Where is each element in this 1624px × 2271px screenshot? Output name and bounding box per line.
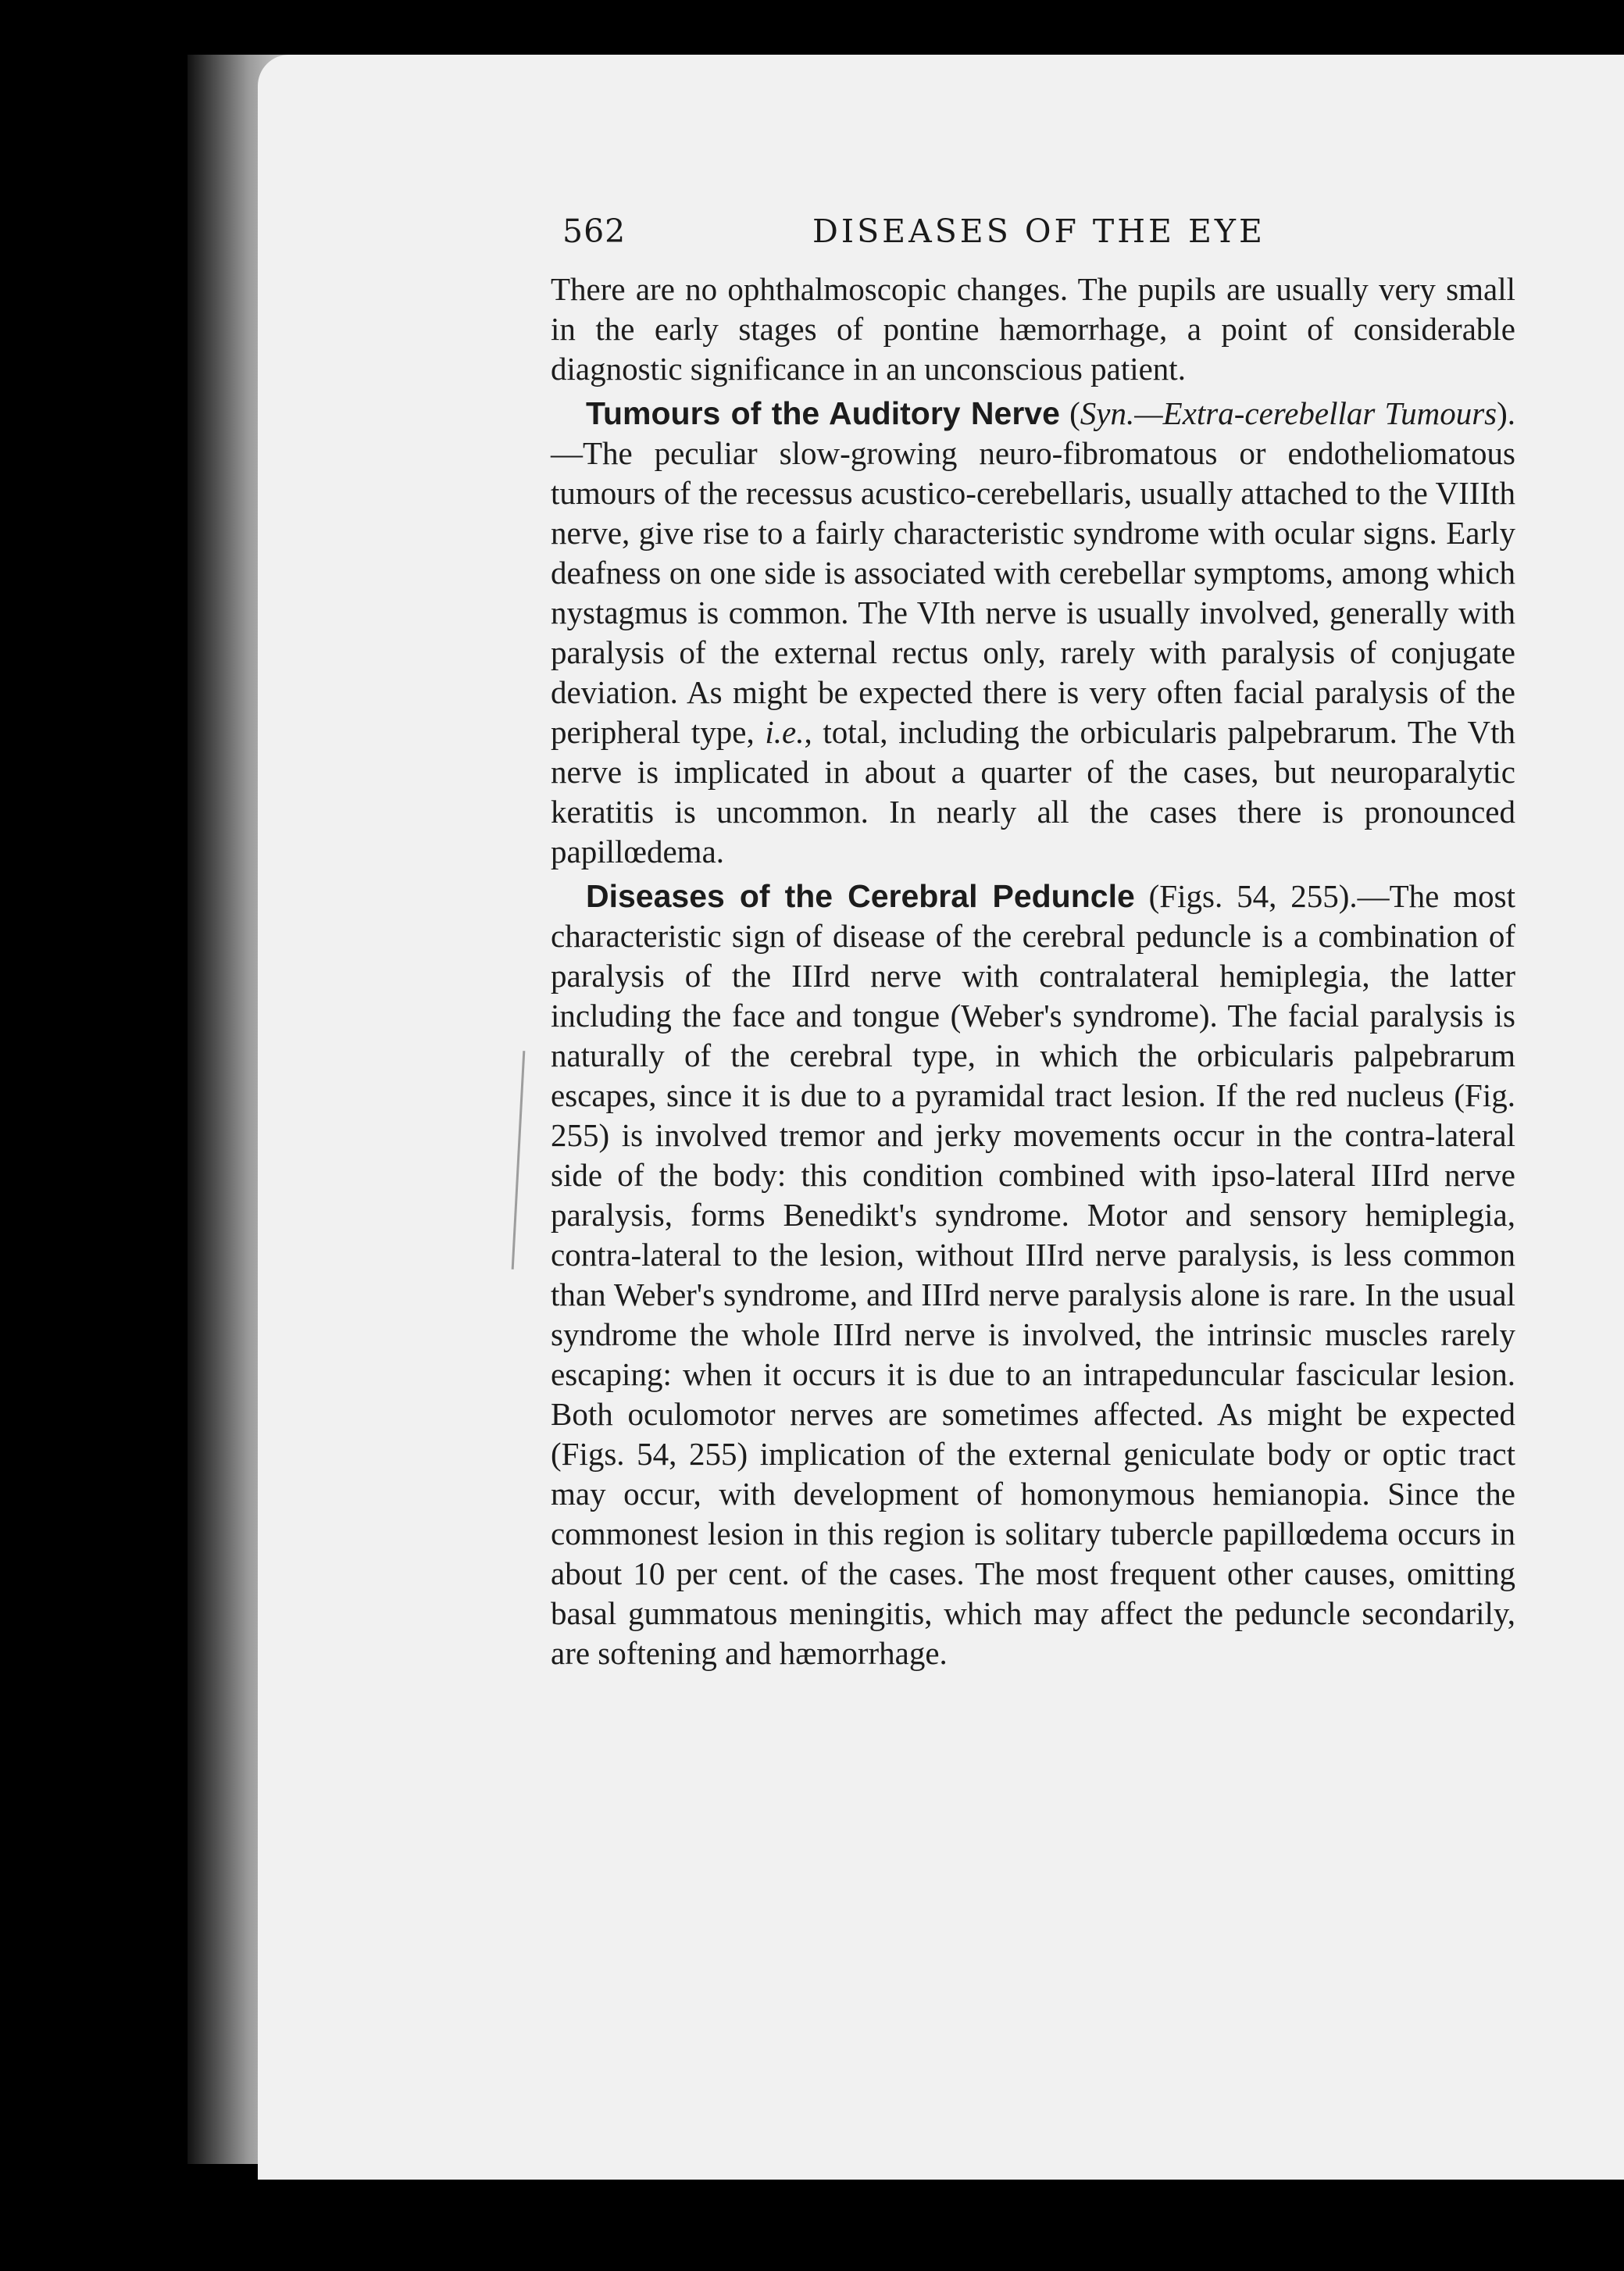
body-text [551, 270, 1515, 1678]
paragraph-cerebral-peduncle [551, 877, 1515, 1673]
page-number: 562 [562, 212, 626, 250]
section-heading-cerebral-peduncle: Diseases of the Cerebral Peduncle [586, 878, 1135, 914]
paragraph-text: ( [1059, 395, 1080, 431]
paragraph-text: ).—The peculiar slow-growing neuro-fibromatous or endotheliomatous tumours of the recessus acustico-cerebellaris, usually attached to the VIIIth nerve, give rise to a fairly characteristic syndrome with ocular signs. Early deafness on one side is associated with cerebellar symptoms, among which nystagmus is common. The VIth nerve is usually involved, generally with paralysis of the external rectus only, rarely with paralysis of conjugate deviation. As might be expected there is very often facial paralysis of the peripheral type, [551, 395, 1516, 750]
paragraph-text: (Figs. 54, 255).—The most characteristic sign of disease of the cerebral peduncle is a combination of paralysis of the IIIrd nerve with contralateral hemiplegia, the latter including the face and tongue (Weber's syndrome). The facial paralysis is naturally of the cerebral type, in which the orbicularis palpebrarum escapes, since it is due to a pyramidal tract lesion. If the red nucleus (Fig. 255) is involved tremor and jerky movements occur in the contra-lateral side of the body: this condition combined with ipso-lateral IIIrd nerve paralysis, forms Benedikt's syndrome. Motor and sensory hemiplegia, contra-lateral to the lesion, without IIIrd nerve paralysis, is less common than Weber's syndrome, and IIIrd nerve paralysis alone is rare. In the usual syndrome the whole IIIrd nerve is involved, the intrinsic muscles rarely escaping: when it occurs it is due to an intrapeduncular fascicular lesion. Both oculomotor nerves are sometimes affected. As might be expected (Figs. 54, 255) implication of the external geniculate body or optic tract may occur, with development of homonymous hemianopia. Since the commonest lesion in this region is solitary tubercle papillœdema occurs in about 10 per cent. of the cases. The most frequent other causes, omitting basal gummatous meningitis, which may affect the peduncle secondarily, are softening and hæmorrhage. [551, 878, 1515, 1671]
synonym-italic: Syn.—Extra-cerebellar Tumours [1080, 395, 1497, 431]
ie-italic: i.e. [765, 714, 805, 750]
paragraph-pontine-haemorrhage [551, 270, 1515, 389]
running-head: DISEASES OF THE EYE [812, 212, 1265, 250]
paragraph-text: There are no ophthalmoscopic changes. The pupils are usually very small in the early stages of pontine hæmorrhage, a point of considerable diagnostic significance in an unconscious patient. [551, 271, 1515, 387]
paragraph-text: , total, including the orbicularis palpebrarum. The Vth nerve is implicated in about a quarter of the cases, but neuroparalytic keratitis is uncommon. In nearly all the cases there is pronounced papillœdema. [551, 714, 1515, 869]
paragraph-auditory-nerve [551, 394, 1515, 872]
section-heading-auditory-nerve: Tumours of the Auditory Nerve [586, 395, 1060, 431]
